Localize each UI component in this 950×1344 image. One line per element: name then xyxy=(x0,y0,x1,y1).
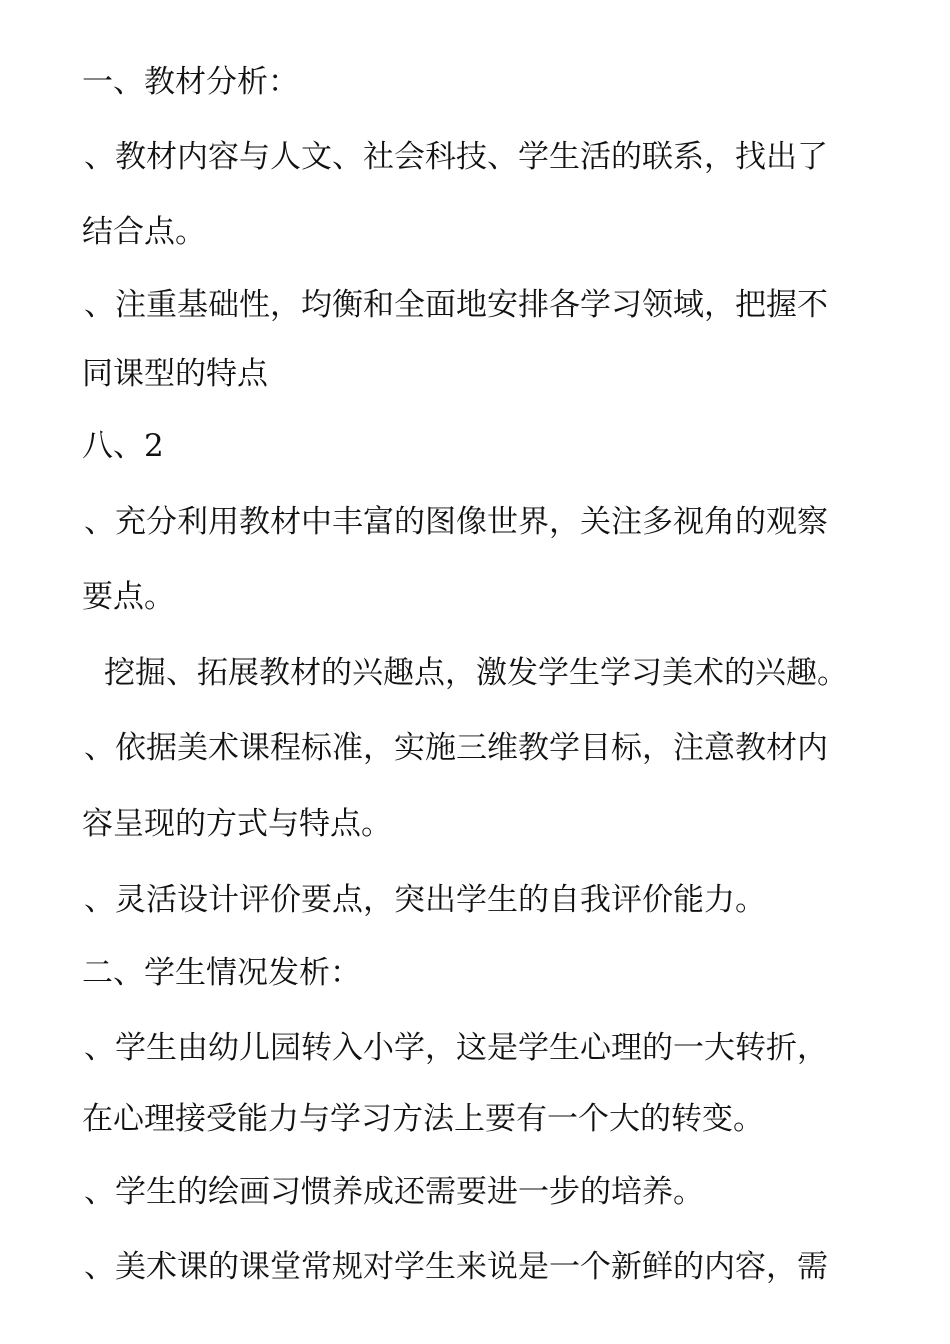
heading-textbook-analysis: 一、教材分析： xyxy=(82,64,299,100)
heading-student-analysis: 二、学生情况发析： xyxy=(82,955,361,991)
paragraph-line: 容呈现的方式与特点。 xyxy=(82,806,392,842)
paragraph-line: 、注重基础性，均衡和全面地安排各学习领域，把握不 xyxy=(84,287,828,323)
paragraph-line: 、美术课的课堂常规对学生来说是一个新鲜的内容，需 xyxy=(84,1249,828,1285)
paragraph-line: 要点。 xyxy=(82,579,175,615)
paragraph-line: 、充分利用教材中丰富的图像世界，关注多视角的观察 xyxy=(84,504,828,540)
paragraph-line: 同课型的特点 xyxy=(82,356,268,392)
paragraph-line: 、依据美术课程标准，实施三维教学目标，注意教材内 xyxy=(84,730,828,766)
paragraph-line: 在心理接受能力与学习方法上要有一个大的转变。 xyxy=(82,1101,764,1137)
paragraph-line: 挖掘、拓展教材的兴趣点，激发学生学习美术的兴趣。 xyxy=(104,655,848,691)
paragraph-line: 结合点。 xyxy=(82,214,206,250)
paragraph-line: 、教材内容与人文、社会科技、学生活的联系，找出了 xyxy=(84,139,828,175)
paragraph-line: 八、2 xyxy=(82,428,164,464)
paragraph-line: 、学生的绘画习惯养成还需要进一步的培养。 xyxy=(84,1174,704,1210)
paragraph-line: 、灵活设计评价要点，突出学生的自我评价能力。 xyxy=(84,882,766,918)
paragraph-line: 、学生由幼儿园转入小学，这是学生心理的一大转折， xyxy=(84,1030,828,1066)
